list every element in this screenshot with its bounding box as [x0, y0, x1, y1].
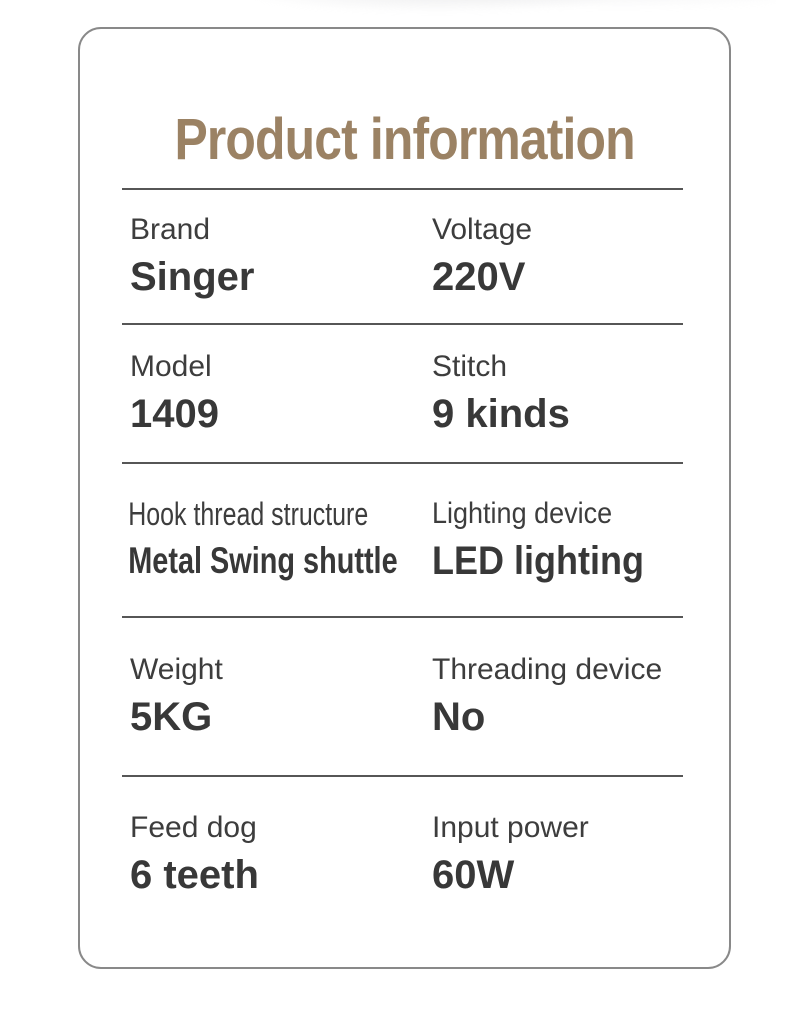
spec-label: Brand: [130, 213, 211, 246]
spec-label: Model: [130, 350, 212, 383]
spec-value: No: [432, 695, 486, 739]
spec-label: Threading device: [432, 653, 663, 686]
spec-value: 60W: [432, 852, 515, 897]
spec-cell-weight: [122, 618, 432, 775]
spec-cell-hook-thread: [122, 464, 398, 616]
spec-row-brand-voltage: [122, 188, 683, 323]
spec-cell-stitch: [432, 325, 683, 462]
spec-cell-threading: [432, 618, 683, 775]
spec-value: 220V: [432, 255, 526, 299]
spec-label: Lighting device: [432, 496, 613, 530]
spec-value: LED lighting: [432, 538, 644, 583]
title-section: [80, 29, 729, 188]
spec-cell-feed-dog: [122, 777, 432, 957]
spec-value: Singer: [130, 255, 255, 299]
spec-cell-lighting: [432, 464, 658, 616]
product-info-card: [78, 27, 731, 969]
spec-label: Stitch: [432, 350, 508, 383]
spec-value: 6 teeth: [130, 852, 259, 897]
spec-row-model-stitch: [122, 323, 683, 462]
spec-label: Weight: [130, 653, 223, 686]
spec-table: [122, 188, 683, 957]
spec-value: 1409: [130, 392, 219, 436]
spec-value: Metal Swing shuttle: [128, 539, 398, 581]
spec-label: Voltage: [432, 213, 533, 246]
page-title: Product information: [174, 107, 635, 172]
spec-label: Input power: [432, 810, 589, 844]
spec-cell-model: [122, 325, 432, 462]
spec-row-hook-lighting: [122, 462, 683, 616]
spec-value: 5KG: [130, 695, 213, 739]
spec-row-weight-threading: [122, 616, 683, 775]
spec-label: Feed dog: [130, 810, 257, 844]
spec-label: Hook thread structure: [128, 495, 369, 532]
spec-row-feeddog-power: [122, 775, 683, 957]
spec-cell-input-power: [432, 777, 683, 957]
spec-cell-voltage: [432, 190, 683, 323]
spec-value: 9 kinds: [432, 392, 570, 436]
image-edge-smudge: [255, 0, 775, 16]
spec-cell-brand: [122, 190, 432, 323]
